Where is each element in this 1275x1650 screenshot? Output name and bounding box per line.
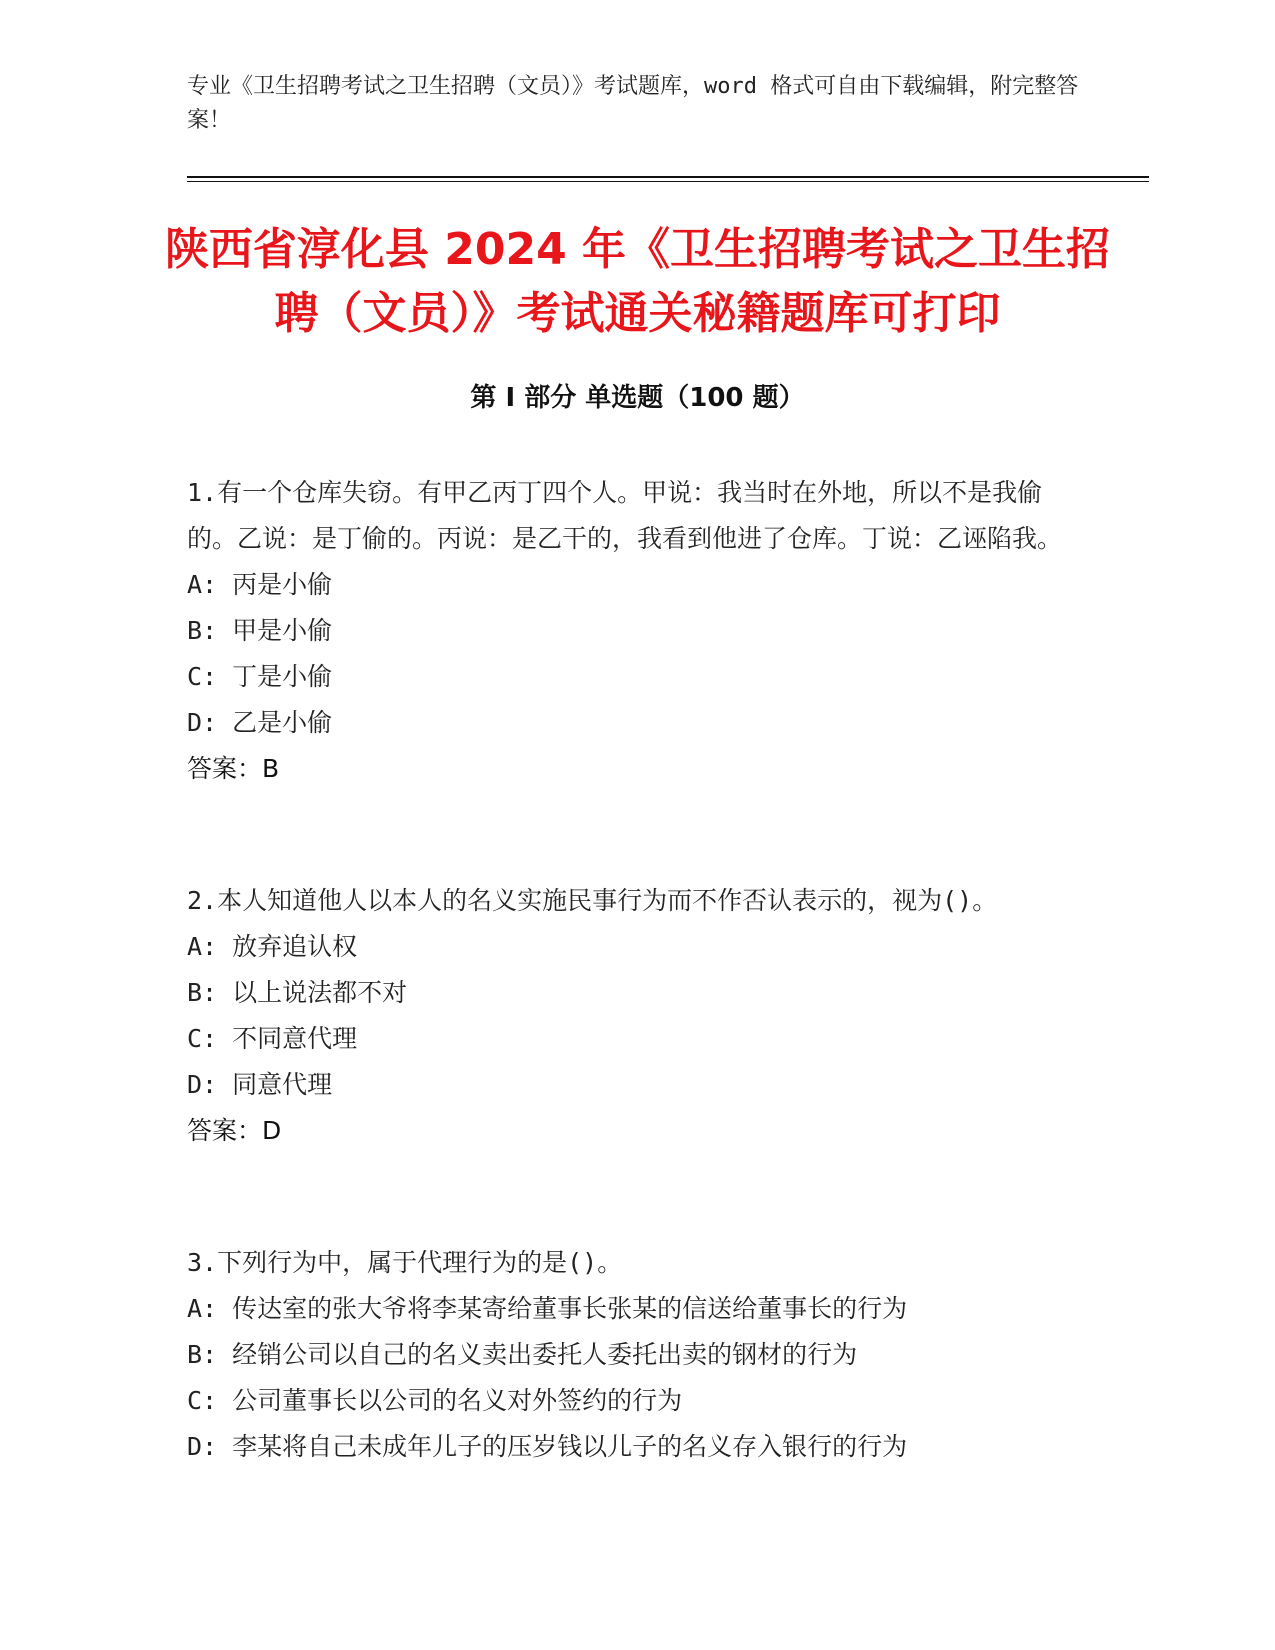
question-3 bbox=[187, 1240, 1067, 1470]
option-c: C: 不同意代理 bbox=[187, 1024, 358, 1053]
option-a: A: 放弃追认权 bbox=[187, 932, 358, 961]
option-b: B: 以上说法都不对 bbox=[187, 978, 408, 1007]
option-d: D: 李某将自己未成年儿子的压岁钱以儿子的名义存入银行的行为 bbox=[187, 1432, 908, 1461]
question-1 bbox=[187, 470, 1067, 792]
option-a: A: 丙是小偷 bbox=[187, 570, 333, 599]
question-text: 1.有一个仓库失窃。有甲乙丙丁四个人。甲说：我当时在外地，所以不是我偷的。乙说：是丁偷的。丙说：是乙干的，我看到他进了仓库。丁说：乙诬陷我。 bbox=[187, 478, 1063, 553]
option-d: D: 同意代理 bbox=[187, 1070, 333, 1099]
option-c: C: 公司董事长以公司的名义对外签约的行为 bbox=[187, 1386, 683, 1415]
document-title: 陕西省淳化县 2024 年《卫生招聘考试之卫生招聘（文员）》考试通关秘籍题库可打印 bbox=[164, 224, 1111, 339]
section-title: 第 I 部分 单选题（100 题） bbox=[470, 383, 805, 413]
option-d: D: 乙是小偷 bbox=[187, 708, 333, 737]
option-c: C: 丁是小偷 bbox=[187, 662, 333, 691]
option-b: B: 经销公司以自己的名义卖出委托人委托出卖的钢材的行为 bbox=[187, 1340, 858, 1369]
header-rule-thin bbox=[187, 181, 1149, 182]
option-a: A: 传达室的张大爷将李某寄给董事长张某的信送给董事长的行为 bbox=[187, 1294, 908, 1323]
header-rule-thick bbox=[187, 176, 1149, 178]
answer-text: 答案：D bbox=[187, 1116, 282, 1145]
question-text: 2.本人知道他人以本人的名义实施民事行为而不作否认表示的，视为()。 bbox=[187, 886, 998, 915]
answer-text: 答案：B bbox=[187, 754, 280, 783]
option-b: B: 甲是小偷 bbox=[187, 616, 333, 645]
question-2 bbox=[187, 878, 1067, 1154]
question-text: 3.下列行为中，属于代理行为的是()。 bbox=[187, 1248, 623, 1277]
header-note: 专业《卫生招聘考试之卫生招聘（文员）》考试题库，word 格式可自由下载编辑，附完整答案！ bbox=[187, 74, 1079, 133]
